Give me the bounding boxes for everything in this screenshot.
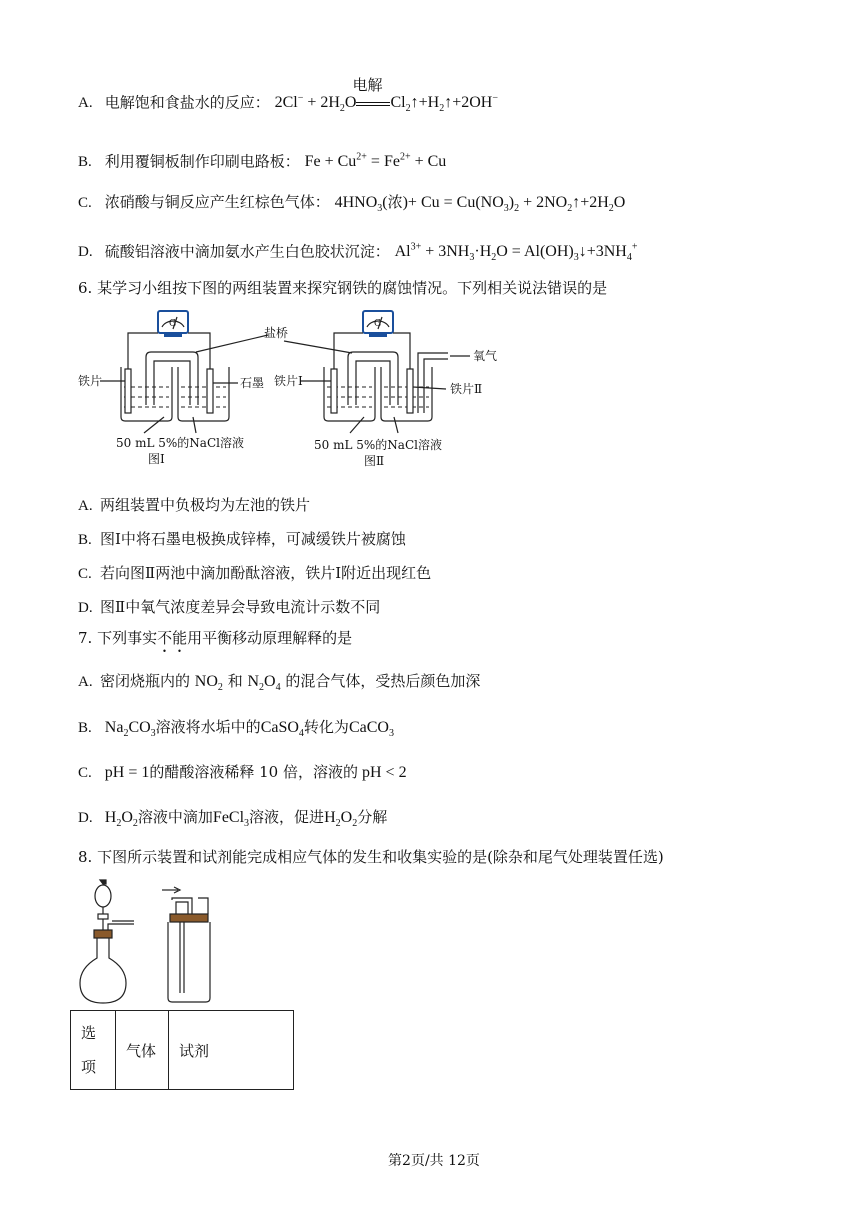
q6-option-b: B. 图Ⅰ中将石墨电极换成锌棒，可减缓铁片被腐蚀 [78,530,406,548]
meter-label: G [374,319,382,329]
equation: $4HNO_3$(浓)+ $Cu = Cu(NO_3)_2$ + $2NO_2↑+2H_2O$ [334,193,626,215]
q5-option-b [78,147,446,173]
label-fig2-iron1: 铁片Ⅰ [274,374,303,388]
label-fig1-caption: 图Ⅰ [148,452,165,466]
option-letter: A. [78,95,93,112]
q7-option-a: A. 密闭烧瓶内的 $NO_2$ 和 $N_2O_4$ 的混合气体，受热后颜色加深 [78,672,481,694]
label-fig2-solution: 50 mL 5%的NaCl溶液 [314,438,442,452]
q5-option-a [78,76,498,121]
option-letter: B. [78,154,92,171]
q8-stem: 8. 下图所示装置和试剂能完成相应气体的发生和收集实验的是(除杂和尾气处理装置任选) [78,848,664,866]
table-header-option: 选项 [71,1011,116,1090]
equation: $Al^{3+} + 3NH_3\cdot H_2O$ = $Al(OH)_3↓+3NH_4^+$ [394,242,638,264]
equation: $2Cl^- + 2H_2O$ 电解 $Cl_2↑+H_2↑+2OH^-$ [274,76,498,115]
label-fig1-iron: 铁片 [78,374,103,388]
option-letter: C. [78,195,92,211]
label-fig2-iron2: 铁片Ⅱ [450,382,483,396]
table-header-reagent: 试剂 [169,1011,294,1090]
q7-option-d: D. $H_2O_2$溶液中滴加FeCl$_3$溶液，促进$H_2O_2$分解 [78,808,388,830]
label-fig2-caption: 图Ⅱ [364,454,385,468]
electrochemistry-figure [78,305,508,468]
page-footer: 第2页/共 12页 [388,1153,480,1169]
label-fig1-solution: 50 mL 5%的NaCl溶液 [116,436,244,450]
meter-label: G [169,319,177,329]
label-oxygen: 氧气 [473,349,498,363]
option-text: 浓硝酸与铜反应产生红棕色气体： [104,193,330,211]
label-salt-bridge: 盐桥 [264,326,289,340]
option-letter: D. [78,244,93,261]
table-header-row [71,1011,294,1090]
label-fig1-graphite: 石墨 [240,376,265,390]
q5-option-c [78,191,625,220]
emphasis-word: 不能 [157,629,188,647]
option-text: 硫酸铝溶液中滴加氨水产生白色胶状沉淀： [104,242,390,261]
option-text: 电解饱和食盐水的反应： [104,93,270,112]
options-table [70,1010,294,1090]
q5-option-d [78,237,638,270]
q7-stem: 7. 下列事实不能用平衡移动原理解释的是 [78,629,353,647]
equation: $Fe + Cu^{2+} = Fe^{2+} + Cu$ [304,152,447,171]
condition-label: 电解 [352,76,383,95]
q6-option-a: A. 两组装置中负极均为左池的铁片 [78,496,311,514]
q6-option-d: D. 图Ⅱ中氧气浓度差异会导致电流计示数不同 [78,598,381,616]
table-header-gas: 气体 [116,1011,169,1090]
q7-option-b: B. $Na_2CO_3$溶液将水垢中的CaSO$_4$转化为CaCO$_3$ [78,718,394,740]
q6-stem: 6. 某学习小组按下图的两组装置来探究钢铁的腐蚀情况。下列相关说法错误的是 [78,279,608,297]
q6-option-c: C. 若向图Ⅱ两池中滴加酚酞溶液，铁片Ⅰ附近出现红色 [78,564,432,582]
q7-option-c: C. pH = 1的醋酸溶液稀释 10 倍，溶液的 pH < 2 [78,763,407,781]
option-text: 利用覆铜板制作印刷电路板： [104,152,300,171]
gas-apparatus-figure [70,878,230,1008]
